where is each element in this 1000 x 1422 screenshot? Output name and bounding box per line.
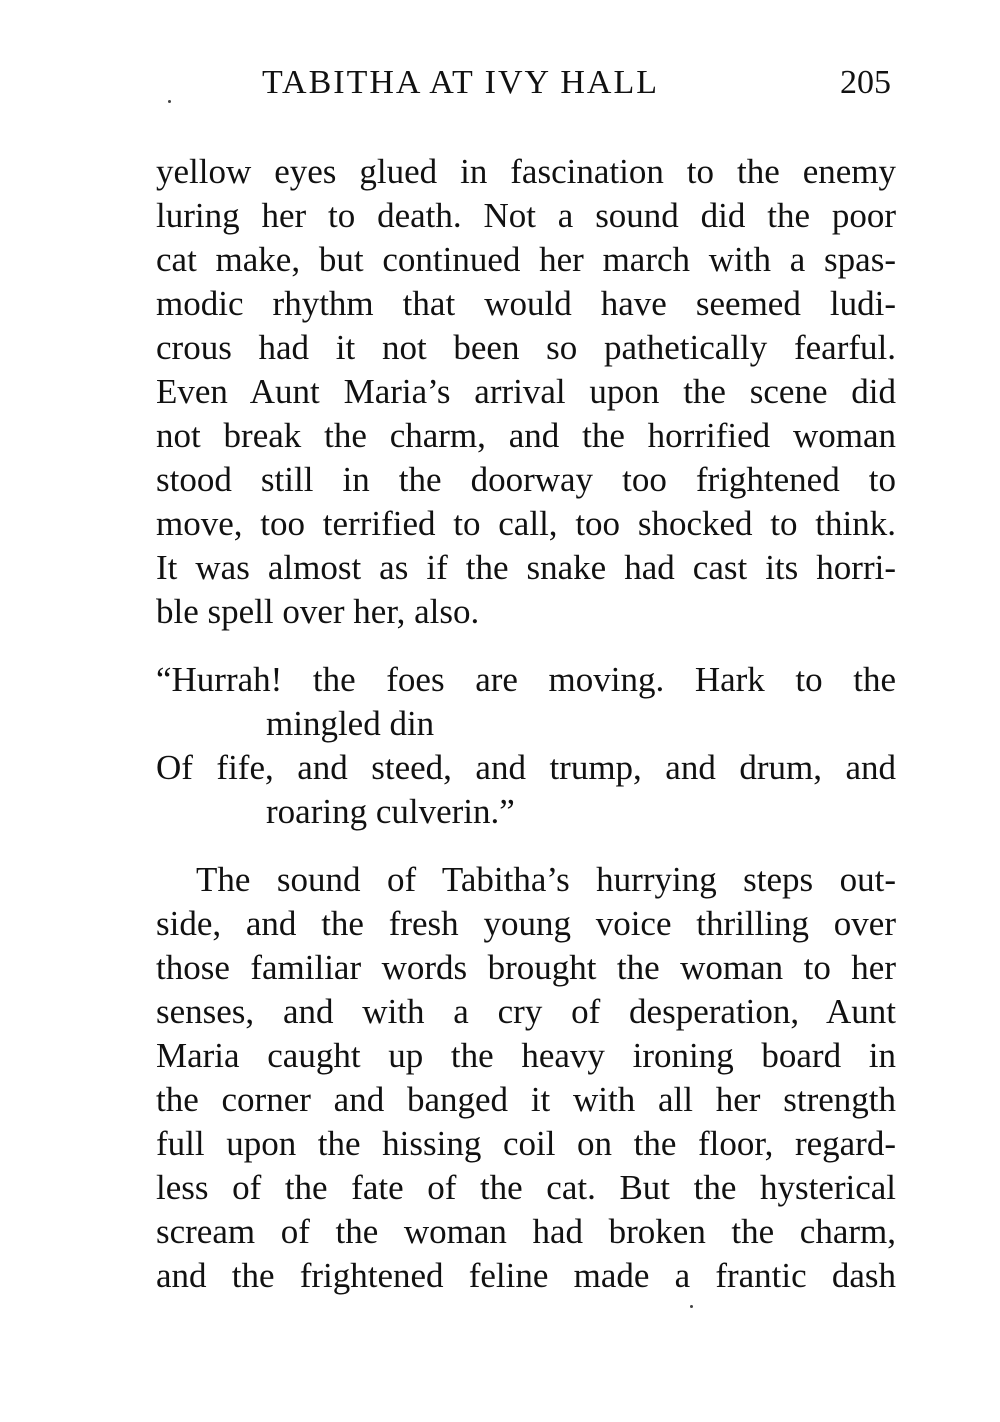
text-line: and the frightened feline made a frantic dash xyxy=(156,1256,896,1295)
text-line: luring her to death. Not a sound did the poor xyxy=(156,196,896,235)
page-number: 205 xyxy=(840,64,891,101)
verse-continuation: mingled din xyxy=(266,704,435,743)
verse-line: “Hurrah! the foes are moving. Hark to the xyxy=(156,660,896,699)
text-line: The sound of Tabitha’s hurrying steps out- xyxy=(196,860,896,899)
running-head-title: TABITHA AT IVY HALL xyxy=(262,64,659,101)
text-line: It was almost as if the snake had cast its horri- xyxy=(156,548,896,587)
text-line: stood still in the doorway too frightened to xyxy=(156,460,896,499)
text-line: less of the fate of the cat. But the hysterical xyxy=(156,1168,896,1207)
text-line: modic rhythm that would have seemed ludi- xyxy=(156,284,896,323)
text-line: those familiar words brought the woman to her xyxy=(156,948,896,987)
text-line: Maria caught up the heavy ironing board in xyxy=(156,1036,896,1075)
text-line: crous had it not been so pathetically fearful. xyxy=(156,328,896,367)
text-line: move, too terrified to call, too shocked to think. xyxy=(156,504,896,543)
text-line: side, and the fresh young voice thrilling over xyxy=(156,904,896,943)
verse-continuation: roaring culverin.” xyxy=(266,792,515,831)
text-line: full upon the hissing coil on the floor, regard- xyxy=(156,1124,896,1163)
text-line: scream of the woman had broken the charm, xyxy=(156,1212,896,1251)
text-line: ble spell over her, also. xyxy=(156,592,480,631)
text-line: cat make, but continued her march with a spas- xyxy=(156,240,896,279)
text-line: yellow eyes glued in fascination to the enemy xyxy=(156,152,896,191)
scan-speck xyxy=(690,1305,693,1308)
verse-line: Of fife, and steed, and trump, and drum, and xyxy=(156,748,896,787)
text-line: Even Aunt Maria’s arrival upon the scene did xyxy=(156,372,896,411)
text-line: the corner and banged it with all her strength xyxy=(156,1080,896,1119)
text-line: not break the charm, and the horrified woman xyxy=(156,416,896,455)
scan-speck xyxy=(168,100,171,103)
text-line: senses, and with a cry of desperation, Aunt xyxy=(156,992,896,1031)
